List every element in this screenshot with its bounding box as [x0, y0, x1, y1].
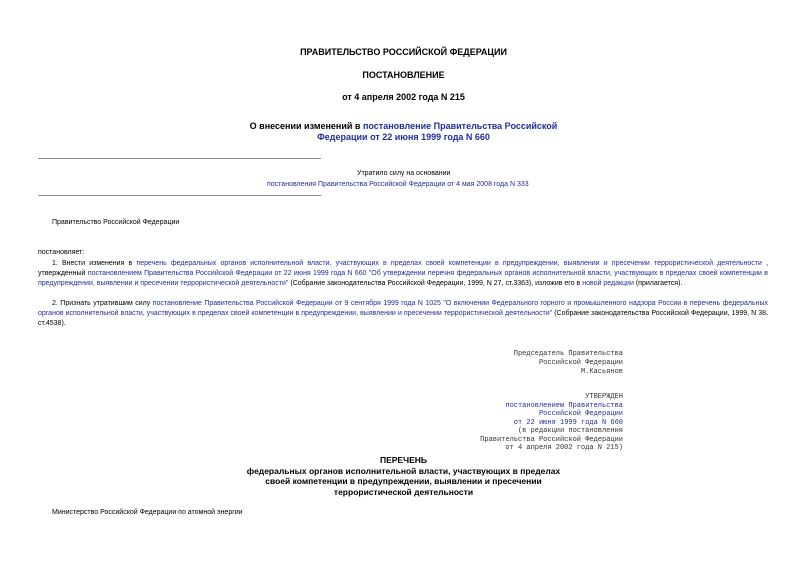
approval-edition: (в редакции постановления [517, 427, 623, 435]
divider-top [38, 158, 321, 159]
paragraph-text: (Собрание законодательства Российской Федерации, 1999, N 27, ст.3363), изложив его в [288, 280, 583, 287]
list-subtitle-line1: федеральных органов исполнительной власти, участвующих в пределах [246, 465, 561, 476]
list-subtitle-line3: террористической деятельности [333, 486, 474, 497]
signature-position: Председатель Правительства [513, 350, 623, 358]
approval-block [400, 393, 623, 453]
list-heading: ПЕРЕЧЕНЬ [379, 455, 427, 465]
subject-prefix: О внесении изменений в [249, 121, 363, 131]
document-type: ПОСТАНОВЛЕНИЕ [362, 70, 445, 80]
list-title [0, 455, 807, 497]
approval-decree-link[interactable]: постановлением Правительства [505, 401, 623, 410]
divider-bottom [38, 195, 321, 196]
inline-link[interactable]: постановление Правительства Российской Федерации от 9 сентября 1999 года N 1025 "О включении Федерального горного и промышленного надзора России в перечень федеральных органов исполнительной власти, участвующих в пределах своей компетенции в предупреждении, выявлении и пресечении террористической деятельности" [38, 300, 768, 317]
paragraph-text: 1. Внести изменения в [52, 260, 137, 267]
signature-name: М.Касьянов [580, 368, 623, 376]
document-date-number: от 4 апреля 2002 года N 215 [342, 92, 465, 102]
paragraph-2 [38, 299, 768, 329]
inline-link[interactable]: постановлением Правительства Российской Федерации от 22 июня 1999 года N 660 "Об утверждении перечня федеральных органов исполнительной власти, участвующих в пределах своей компетенции в предупреждении, выявлении и пресечении террористической деятельности" [38, 270, 768, 287]
paragraph-text: (Собрание законодательства Российской Федерации, 1999, N 38, ст.4538). [38, 310, 768, 327]
inline-link[interactable]: новой редакции [582, 280, 634, 287]
decrees-word: постановляет: [38, 249, 85, 256]
paragraph-1 [38, 259, 768, 289]
list-subtitle-line2: своей компетенции в предупреждении, выявлении и пресечении [265, 476, 542, 486]
signature-block [440, 350, 623, 377]
subject-link-line2[interactable]: Федерации от 22 июня 1999 года N 660 [317, 132, 490, 142]
approval-date-link[interactable]: от 22 июня 1999 года N 660 [513, 418, 623, 427]
paragraph-text: 2. Признать утратившим силу [52, 300, 153, 307]
paragraph-text: , утвержденный [38, 260, 769, 277]
repeal-notice-link[interactable]: постановления Правительства Российской Федерации от 4 мая 2008 года N 333 [267, 181, 529, 188]
inline-link[interactable]: перечень федеральных органов исполнительной власти, участвующих в пределах своей компетенции в предупреждении, выявлении и пресечении террористической деятельности [136, 260, 762, 267]
list-item: Министерство Российской Федерации по атомной энергии [52, 509, 243, 516]
document-subject [0, 121, 807, 143]
subject-link-line1[interactable]: постановление Правительства Российской [362, 121, 558, 131]
approval-edition-date: от 4 апреля 2002 года N 215) [505, 444, 623, 452]
government-title: ПРАВИТЕЛЬСТВО РОССИЙСКОЙ ФЕДЕРАЦИИ [300, 47, 507, 57]
repeal-notice: Утратило силу на основании [357, 170, 451, 177]
issuer: Правительство Российской Федерации [52, 219, 180, 226]
signature-country: Российской Федерации [538, 359, 623, 367]
approval-title: УТВЕРЖДЕН [585, 393, 623, 401]
approval-government: Правительства Российской Федерации [480, 435, 623, 444]
paragraph-text: (прилагается). [633, 280, 683, 287]
approval-country-link[interactable]: Российской Федерации [538, 410, 623, 418]
